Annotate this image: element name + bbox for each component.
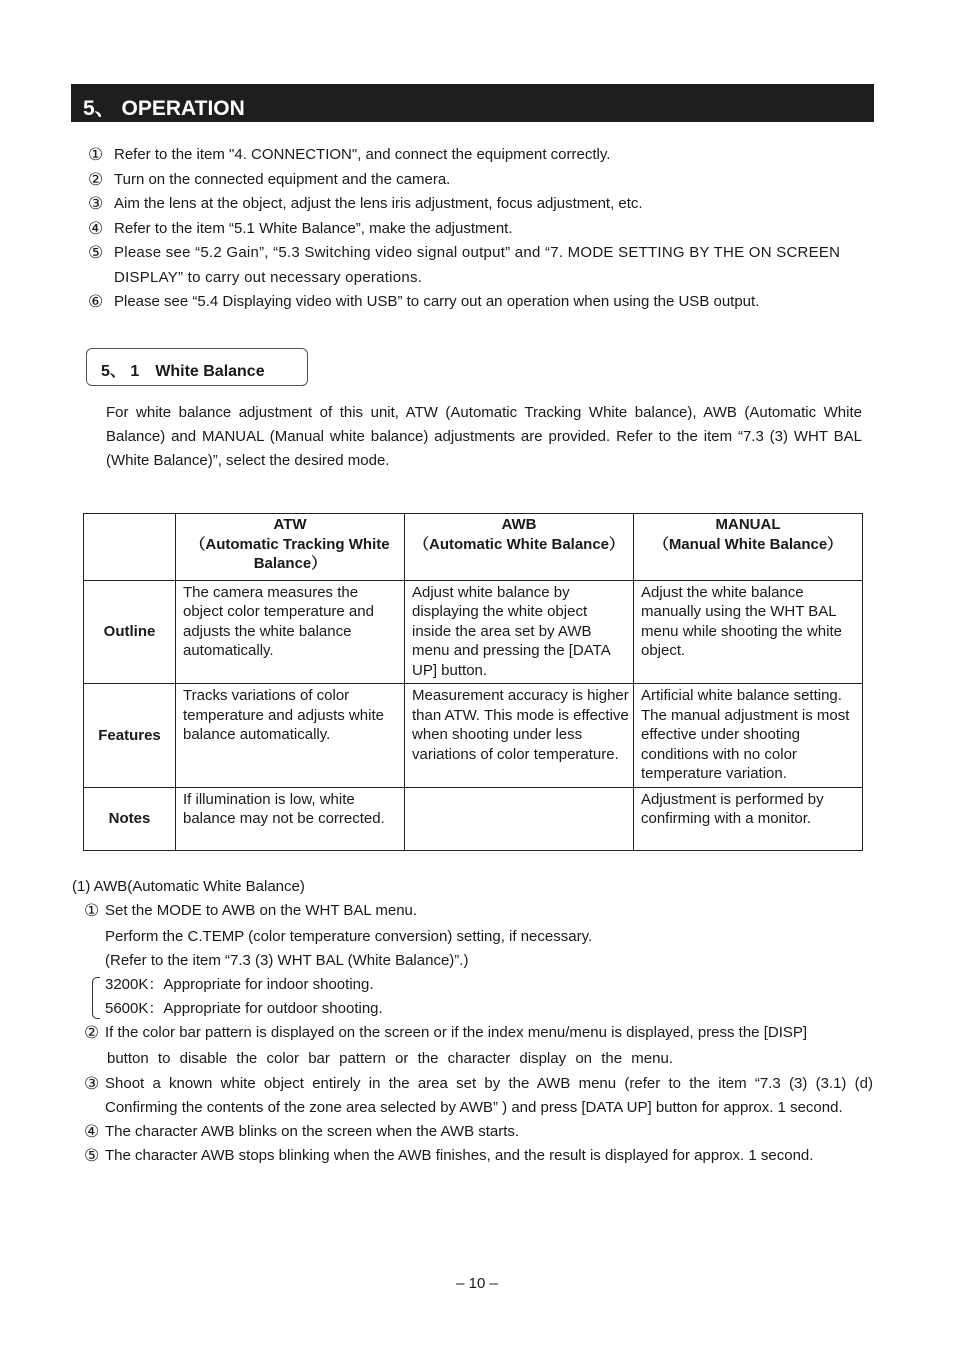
table-cell (405, 787, 634, 850)
table-row (84, 580, 863, 684)
section-header (71, 84, 874, 122)
table-cell: Measurement accuracy is higher than ATW. This mode is effective when shooting under less variations of color temperature. (405, 684, 634, 788)
list-item-continuation: Confirming the contents of the zone area selected by AWB” ) and press [DATA UP] button for approx. 1 second. (105, 1099, 843, 1116)
bracket-icon (92, 977, 100, 1019)
table-header-manual: MANUAL （Manual White Balance） (634, 514, 863, 581)
list-item: ③ Aim the lens at the object, adjust the lens iris adjustment, focus adjustment, etc. (88, 194, 643, 213)
white-balance-table (83, 513, 863, 851)
intro-paragraph: For white balance adjustment of this unit, ATW (Automatic Tracking White balance), AWB (Automatic White Balance) and MANUAL (Manual white balance) adjustments are provided. Refer to the item “7.3 (3) WHT BAL (White Balance)”, select the desired mode. (106, 404, 862, 469)
table-cell: Artificial white balance setting. The manual adjustment is most effective under shooting conditions with no color temperature variation. (634, 684, 863, 788)
table-corner-cell (84, 514, 176, 581)
list-item-continuation: (Refer to the item “7.3 (3) WHT BAL (White Balance)”.) (105, 952, 469, 969)
section-title: 5、 OPERATION (83, 97, 245, 120)
list-item: ⑤ The character AWB stops blinking when the AWB finishes, and the result is displayed for approx. 1 second. (84, 1146, 814, 1165)
list-item: ③ Shoot a known white object entirely in the area set by the AWB menu (refer to the item “7.3 (3) (3.1) (d) (84, 1074, 873, 1093)
table-header-row (84, 514, 863, 581)
table-row (84, 684, 863, 788)
table-cell: Adjust the white balance manually using the WHT BAL menu while shooting the white object. (634, 580, 863, 684)
page-number: – 10 – (456, 1275, 498, 1292)
row-label-notes: Notes (84, 787, 176, 850)
awb-steps (84, 899, 894, 1168)
awb-heading: (1) AWB(Automatic White Balance) (72, 878, 305, 895)
table-row (84, 787, 863, 850)
list-item-continuation: Perform the C.TEMP (color temperature conversion) setting, if necessary. (105, 928, 593, 945)
option-3200k: 3200K：Appropriate for indoor shooting. (105, 976, 374, 993)
row-label-outline: Outline (84, 580, 176, 684)
ctemp-options (105, 973, 894, 1021)
option-5600k: 5600K：Appropriate for outdoor shooting. (105, 1000, 383, 1017)
table-cell: Adjust white balance by displaying the white object inside the area set by AWB menu and pressing the [DATA UP] button. (405, 580, 634, 684)
operation-steps (88, 143, 848, 315)
subsection-header (86, 348, 308, 386)
list-item: ① Set the MODE to AWB on the WHT BAL menu. (84, 901, 418, 920)
table-cell: Adjustment is performed by confirming with a monitor. (634, 787, 863, 850)
table-cell: Tracks variations of color temperature and adjusts white balance automatically. (176, 684, 405, 788)
table-cell: The camera measures the object color temperature and adjusts the white balance automatically. (176, 580, 405, 684)
list-item: ④ Refer to the item “5.1 White Balance”, make the adjustment. (88, 218, 513, 238)
subsection-title: 5、 1 White Balance (101, 363, 265, 380)
list-item: ⑤ Please see “5.2 Gain”, “5.3 Switching video signal output” and “7. MODE SETTING BY THE ON SCREEN DISPLAY” to carry out necessary operations. (88, 243, 841, 286)
list-item: ⑥ Please see “5.4 Displaying video with USB” to carry out an operation when using the USB output. (88, 292, 760, 311)
list-item: ② Turn on the connected equipment and the camera. (88, 169, 451, 189)
list-item: ④ The character AWB blinks on the screen when the AWB starts. (84, 1122, 520, 1141)
list-item-continuation: button to disable the color bar pattern or the character display on the menu. (107, 1050, 673, 1067)
table-header-atw: ATW （Automatic Tracking White Balance） (176, 514, 405, 581)
row-label-features: Features (84, 684, 176, 788)
list-item: ② If the color bar pattern is displayed on the screen or if the index menu/menu is displayed, press the [DISP] (84, 1023, 808, 1042)
list-item: ① Refer to the item "4. CONNECTION", and connect the equipment correctly. (88, 145, 611, 164)
table-cell: If illumination is low, white balance may not be corrected. (176, 787, 405, 850)
table-header-awb: AWB （Automatic White Balance） (405, 514, 634, 581)
